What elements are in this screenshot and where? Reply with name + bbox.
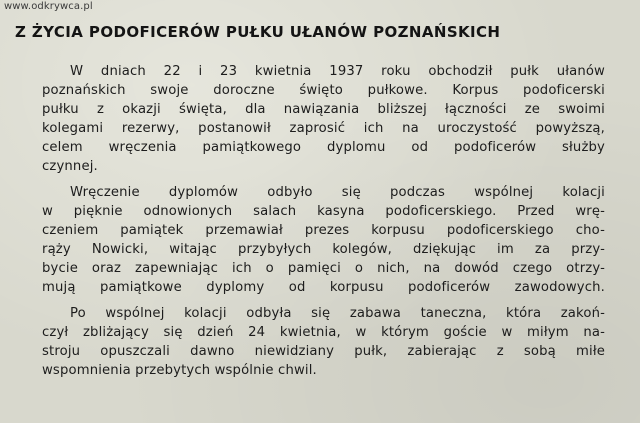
- paragraph-2-line-2: w pięknie odnowionych salach kasyna podoficerskiego. Przed wrę-: [42, 204, 605, 219]
- paragraph-1-line-2: poznańskich swoje doroczne święto pułkowe. Korpus podoficerski: [42, 83, 605, 98]
- paragraph-1-line-6: czynnej.: [42, 159, 98, 174]
- paragraph-2-line-6: mują pamiątkowe dyplomy od korpusu podoficerów zawodowych.: [42, 280, 605, 295]
- paragraph-1-line-1: W dniach 22 i 23 kwietnia 1937 roku obchodził pułk ułanów: [70, 64, 605, 79]
- paragraph-1-line-3: pułku z okazji święta, dla nawiązania bliższej łączności ze swoimi: [42, 102, 605, 117]
- paragraph-2-line-5: bycie oraz zapewniając ich o pamięci o nich, na dowód czego otrzy-: [42, 261, 605, 276]
- watermark: www.odkrywca.pl: [4, 1, 93, 12]
- paragraph-3-line-1: Po wspólnej kolacji odbyła się zabawa taneczna, która zakoń-: [70, 306, 605, 321]
- paragraph-2-line-4: rąży Nowicki, witając przybyłych kolegów, dziękując im za przy-: [42, 242, 605, 257]
- article-title: Z ŻYCIA PODOFICERÓW PUŁKU UŁANÓW POZNAŃSKICH: [15, 23, 501, 41]
- paragraph-3-line-2: czył zbliżający się dzień 24 kwietnia, w którym goście w miłym na-: [42, 325, 605, 340]
- paragraph-2-line-1: Wręczenie dyplomów odbyło się podczas wspólnej kolacji: [70, 185, 605, 200]
- paragraph-1-line-5: celem wręczenia pamiątkowego dyplomu od podoficerów służby: [42, 140, 605, 155]
- paragraph-3-line-4: wspomnienia przebytych wspólnie chwil.: [42, 363, 317, 378]
- paragraph-3-line-3: stroju opuszczali dawno niewidziany pułk, zabierając z sobą miłe: [42, 344, 605, 359]
- paragraph-2-line-3: czeniem pamiątek przemawiał prezes korpusu podoficerskiego cho-: [42, 223, 605, 238]
- paragraph-1-line-4: kolegami rezerwy, postanowił zaprosić ich na uroczystość powyższą,: [42, 121, 605, 136]
